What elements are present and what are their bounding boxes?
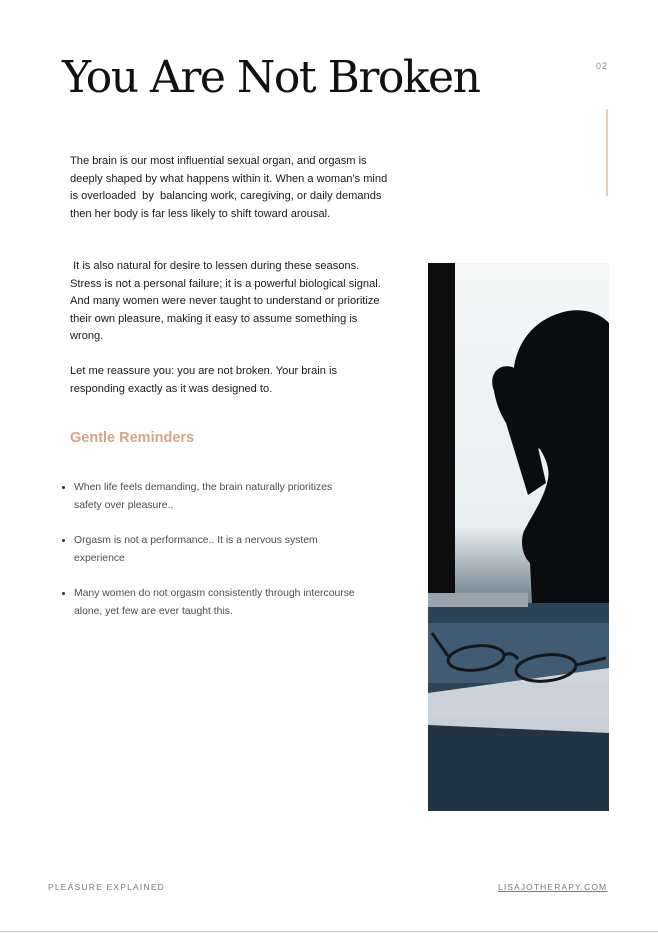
bullet-icon xyxy=(62,592,65,595)
reminders-list xyxy=(62,479,362,620)
bottom-divider xyxy=(0,931,658,932)
reminder-item xyxy=(62,479,362,514)
footer-brand-label: PLEASURE EXPLAINED xyxy=(48,882,166,892)
body-paragraph-1: The brain is our most influential sexual organ, and orgasm is deeply shaped by what happens within it. When a woman's mind is overloaded by balancing work, caregiving, or daily demands then her body is far less likely to shift toward arousal. xyxy=(70,155,391,220)
window-frame xyxy=(428,263,455,593)
page-number: 02 xyxy=(596,61,609,71)
body-paragraph-3: Let me reassure you: you are not broken. Your brain is responding exactly as it was designed to. xyxy=(70,365,341,395)
footer-website-link[interactable]: LISAJOTHERAPY.COM xyxy=(498,882,608,892)
reminder-text: When life feels demanding, the brain naturally prioritizes safety over pleasure.. xyxy=(74,482,333,511)
stress-photo xyxy=(428,263,609,811)
page-title: You Are Not Broken xyxy=(62,52,480,103)
body-paragraph-2: It is also natural for desire to lessen during these seasons. Stress is not a personal failure; it is a powerful biological signal. And many women were never taught to understand or prioritize their own pleasure, making it easy to assume something is wrong. xyxy=(70,260,384,342)
bullet-icon xyxy=(62,486,65,489)
accent-divider xyxy=(606,109,608,196)
laptop-edge xyxy=(428,593,528,607)
reminders-heading: Gentle Reminders xyxy=(70,430,195,446)
reminder-item xyxy=(62,532,362,567)
bullet-icon xyxy=(62,539,65,542)
reminder-text: Orgasm is not a performance.. It is a nervous system experience xyxy=(74,535,318,564)
reminder-text: Many women do not orgasm consistently through intercourse alone, yet few are ever taught this. xyxy=(74,588,355,617)
woman-silhouette-illustration xyxy=(428,263,609,811)
reminder-item xyxy=(62,585,362,620)
